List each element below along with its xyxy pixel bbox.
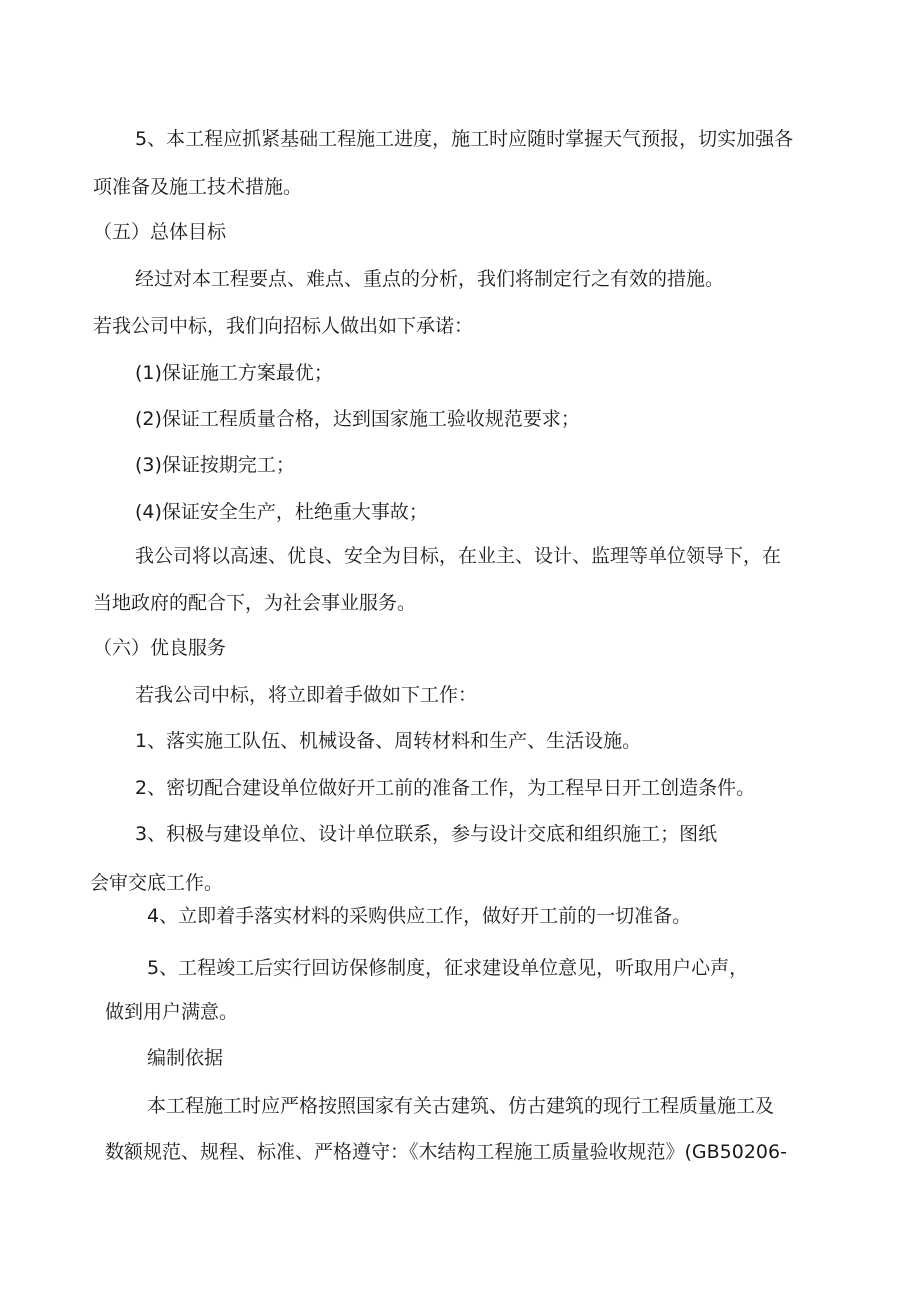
list-item: (1)保证施工方案最优； xyxy=(135,362,333,384)
list-item: 1、落实施工队伍、机械设备、周转材料和生产、生活设施。 xyxy=(135,730,642,752)
list-item: 3、积极与建设单位、设计单位联系，参与设计交底和组织施工；图纸 xyxy=(135,823,718,845)
list-item: 5、工程竣工后实行回访保修制度，征求建设单位意见，听取用户心声， xyxy=(147,957,749,979)
text-line: 经过对本工程要点、难点、重点的分析，我们将制定行之有效的措施。 xyxy=(135,268,725,290)
list-item: 4、立即着手落实材料的采购供应工作，做好开工前的一切准备。 xyxy=(147,905,692,927)
text-line: 会审交底工作。 xyxy=(90,872,224,894)
list-item: (2)保证工程质量合格，达到国家施工验收规范要求； xyxy=(135,408,580,430)
section-heading: （五）总体目标 xyxy=(93,221,227,243)
text-line: 做到用户满意。 xyxy=(105,1001,239,1023)
section-heading: （六）优良服务 xyxy=(93,637,227,659)
list-item: (3)保证按期完工； xyxy=(135,454,295,476)
list-item: (4)保证安全生产，杜绝重大事故； xyxy=(135,501,428,523)
text-line: 我公司将以高速、优良、安全为目标，在业主、设计、监理等单位领导下，在 xyxy=(135,545,782,567)
text-line: 项准备及施工技术措施。 xyxy=(93,176,303,198)
section-heading: 编制依据 xyxy=(147,1047,224,1069)
text-line: 5、本工程应抓紧基础工程施工进度，施工时应随时掌握天气预报，切实加强各 xyxy=(135,128,794,150)
text-line: 数额规范、规程、标准、严格遵守：《木结构工程施工质量验收规范》(GB50206- xyxy=(105,1141,787,1163)
text-line: 若我公司中标，将立即着手做如下工作： xyxy=(135,684,478,706)
list-item: 2、密切配合建设单位做好开工前的准备工作，为工程早日开工创造条件。 xyxy=(135,777,756,799)
text-line: 当地政府的配合下，为社会事业服务。 xyxy=(93,592,417,614)
text-line: 若我公司中标，我们向招标人做出如下承诺： xyxy=(93,315,474,337)
text-line: 本工程施工时应严格按照国家有关古建筑、仿古建筑的现行工程质量施工及 xyxy=(147,1095,775,1117)
